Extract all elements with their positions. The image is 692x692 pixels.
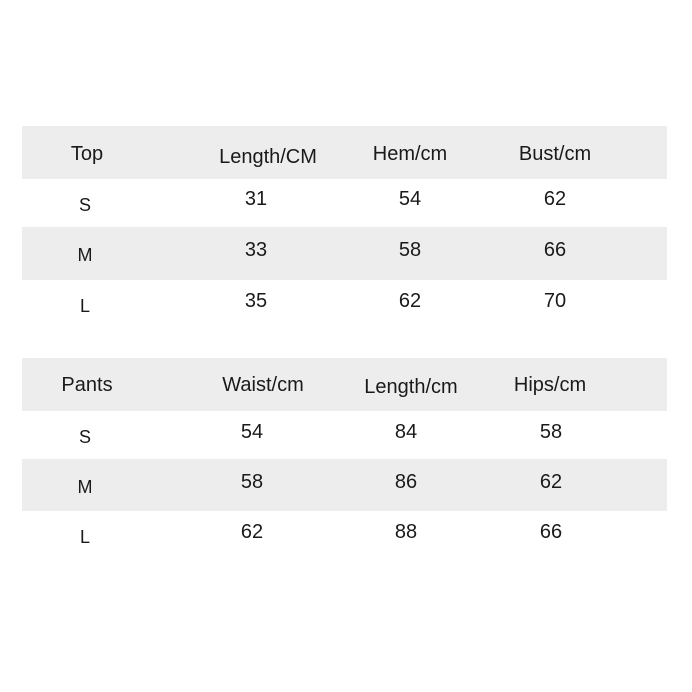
size-label: S — [78, 427, 92, 447]
top-header-length: Length/CM — [219, 146, 317, 168]
pants-header-label: Pants — [61, 374, 113, 396]
length-value: 86 — [394, 471, 418, 493]
hem-value: 54 — [398, 188, 422, 210]
hips-value: 58 — [539, 421, 563, 443]
top-header-hem: Hem/cm — [372, 143, 448, 165]
top-size-table — [22, 126, 667, 328]
pants-size-table — [22, 358, 667, 559]
length-value: 35 — [244, 290, 268, 312]
table-row — [22, 227, 667, 280]
waist-value: 58 — [240, 471, 264, 493]
size-label: L — [79, 296, 91, 316]
waist-value: 62 — [240, 521, 264, 543]
size-label: L — [79, 527, 91, 547]
table-row — [22, 179, 667, 227]
hips-value: 62 — [539, 471, 563, 493]
length-value: 84 — [394, 421, 418, 443]
pants-header-hips: Hips/cm — [513, 374, 587, 396]
size-label: M — [77, 477, 93, 497]
top-header-row — [22, 126, 667, 179]
table-row — [22, 411, 667, 459]
table-row — [22, 511, 667, 559]
length-value: 88 — [394, 521, 418, 543]
pants-header-waist: Waist/cm — [222, 374, 304, 396]
length-value: 31 — [244, 188, 268, 210]
hem-value: 58 — [398, 239, 422, 261]
size-label: M — [77, 245, 93, 265]
bust-value: 70 — [543, 290, 567, 312]
pants-header-row — [22, 358, 667, 411]
bust-value: 62 — [543, 188, 567, 210]
top-header-bust: Bust/cm — [518, 143, 592, 165]
bust-value: 66 — [543, 239, 567, 261]
hips-value: 66 — [539, 521, 563, 543]
table-row — [22, 459, 667, 511]
waist-value: 54 — [240, 421, 264, 443]
length-value: 33 — [244, 239, 268, 261]
pants-header-length: Length/cm — [364, 376, 458, 398]
hem-value: 62 — [398, 290, 422, 312]
table-row — [22, 280, 667, 328]
size-label: S — [78, 195, 92, 215]
top-header-label: Top — [70, 143, 104, 165]
